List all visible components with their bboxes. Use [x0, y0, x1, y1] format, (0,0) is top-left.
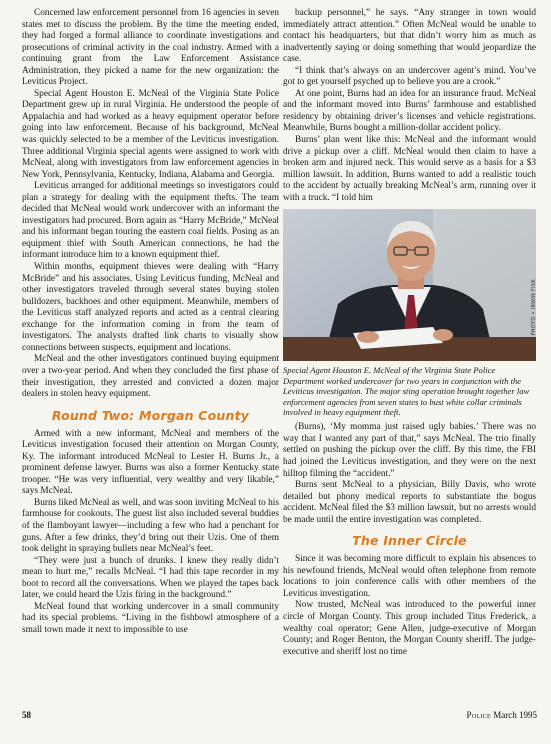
agent-photo — [283, 209, 536, 361]
body-paragraph: Armed with a new informant, McNeal and members of the Leviticus investigation focused their attention on Morgan County, Ky. The informant introduced McNeal to Lester H. Burns Jr., a prominent defense lawyer. Burns was also a former Kentucky state trooper. “He was very influential, very wealthy and very likable,” says McNeal. — [22, 428, 279, 497]
left-column — [22, 8, 279, 636]
photo-credit: PHOTO • IRWIN FISK — [531, 279, 537, 336]
body-paragraph: Burns sent McNeal to a physician, Billy Davis, who wrote detailed but phony medical reports to substantiate the bogus accident. McNeal filed the $3 million lawsuit, but no arrests would be made until the entire investigation was completed. — [283, 480, 536, 525]
body-paragraph: At one point, Burns had an idea for an insurance fraud. McNeal and the informant moved into Burns’ farmhouse and established residency by obtaining driver’s licenses and vehicle registrations. Meanwhile, Burns bought a million-dollar accident policy. — [283, 88, 536, 134]
right-column — [283, 8, 536, 658]
body-paragraph: Burns’ plan went like this: McNeal and the informant would drive a pickup over a cliff. McNeal would then claim to have a broken arm and injured neck. This would serve as a basis for a $3 million lawsuit. In addition, Burns wanted to add a realistic touch to the accident by actually breaking McNeal’s arm, running over it with a truck. “I told him — [283, 135, 536, 203]
page-number: 58 — [22, 710, 31, 720]
body-paragraph: Burns liked McNeal as well, and was soon inviting McNeal to his farmhouse for cookouts. The guest list also included several buddies of the flamboyant lawyer—including a few who had a penchant for guns. After a few drinks, they’d bring out their Uzis. One of them took delight in spraying bullets near McNeal’s feet. — [22, 497, 279, 555]
body-paragraph: Concerned law enforcement personnel from 16 agencies in seven states met to discuss the problem. By the time the meeting ended, they had forged a formal alliance to coordinate investigations and prosecutions of criminal activity in the coal industry. Armed with a continuing grant from the Law Enforcement Assistance Administration, they picked a name for the new organization: the Leviticus Project. — [22, 8, 279, 88]
photo-caption: Special Agent Houston E. McNeal of the Virginia State Police Department worked undercover for two years in conjunction with the Leviticus investigation. The major sting operation brought together law enforcement agencies from seven states to bust white collar criminals involved in heavy equipment theft. — [283, 365, 530, 417]
body-paragraph: Leviticus arranged for additional meetings so investigators could plan a strategy for dealing with the equipment thefts. The team decided that McNeal would work undercover with an informant the investigators had procured. Born again as “Harry McBride,” McNeal and his informant began touring the eastern coal fields. Posing as an equipment thief with South American connections, he had the informant introduce him to a known equipment thief. — [22, 181, 279, 261]
section-heading: The Inner Circle — [352, 533, 467, 549]
body-paragraph: “They were just a bunch of drunks. I knew they really didn’t mean to hurt me,” recalls McNeal. “I had this tape recorder in my boot to record all the conversations. When we played the tapes back later, we could heard the Uzis firing in the background.” — [22, 555, 279, 601]
body-paragraph: McNeal and the other investigators continued buying equipment over a two-year period. And when they concluded the first phase of their investigation, they arrested and convicted a dozen major dealers in stolen heavy equipment. — [22, 354, 279, 400]
body-paragraph: backup personnel,” he says. “Any stranger in town would immediately attract attention.” Often McNeal would be unable to contact his headquarters, but that didn’t worry him as much as inadvertently saying or doing something that would jeopardize the case. — [283, 8, 536, 65]
body-paragraph: Since it was becoming more difficult to explain his absences to his newfound friends, McNeal would often telephone from remote locations to join conference calls with other members of the Leviticus investigation. — [283, 554, 536, 599]
section-heading: Round Two: Morgan County — [51, 407, 250, 423]
body-paragraph: Special Agent Houston E. McNeal of the Virginia State Police Department grew up in rural Virginia. He understood the people of Appalachia and had worked as a heavy equipment operator before going into law enforcement. Because of his background, McNeal was quickly selected to be a member of the Leviticus investigation. Three additional Virginia special agents were assigned to work with McNeal, along with investigators from law enforcement agencies in New York, Pennsylvania, Kentucky, Indiana, Alabama and Georgia. — [22, 88, 279, 180]
body-paragraph: (Burns), ‘My momma just raised ugly babies.’ There was no way that I wanted any part of that,” says McNeal. The trio finally settled on pushing the pickup over the cliff. By this time, the FBI had joined the Leviticus investigation, and they were on the next hilltop filming the “accident.” — [283, 422, 536, 479]
agent-portrait-illustration — [283, 209, 536, 361]
body-paragraph: Now trusted, McNeal was introduced to the powerful inner circle of Morgan County. This group included Titus Frederick, a wealthy coal operator; Gene Allen, judge-executive of Morgan County; and Roger Benton, the Morgan County sheriff. The judge-executive and sheriff lost no time — [283, 600, 536, 657]
magazine-name: Police — [466, 710, 491, 720]
body-paragraph: Within months, equipment thieves were dealing with “Harry McBride” and his associates. Using Leviticus funding, McNeal and other investigators traveled through several states buying stolen bulldozers, backhoes and other equipment. Meanwhile, members of the Leviticus staff analyzed reports and acted as a central clearing exchange for the information coming in from the team of investigators. The analysts drafted link charts to visually show connections between suspects, equipment and locations. — [22, 262, 279, 353]
body-paragraph: “I think that’s always on an undercover agent’s mind. You’ve got to get yourself psyched up to believe you are a crook.” — [283, 65, 536, 88]
magazine-footer — [467, 710, 537, 720]
body-paragraph: McNeal found that working undercover in a small community had its special problems. “Living in the fishbowl atmosphere of a small town made it next to impossible to use — [22, 601, 279, 635]
issue-date: March 1995 — [493, 710, 537, 720]
